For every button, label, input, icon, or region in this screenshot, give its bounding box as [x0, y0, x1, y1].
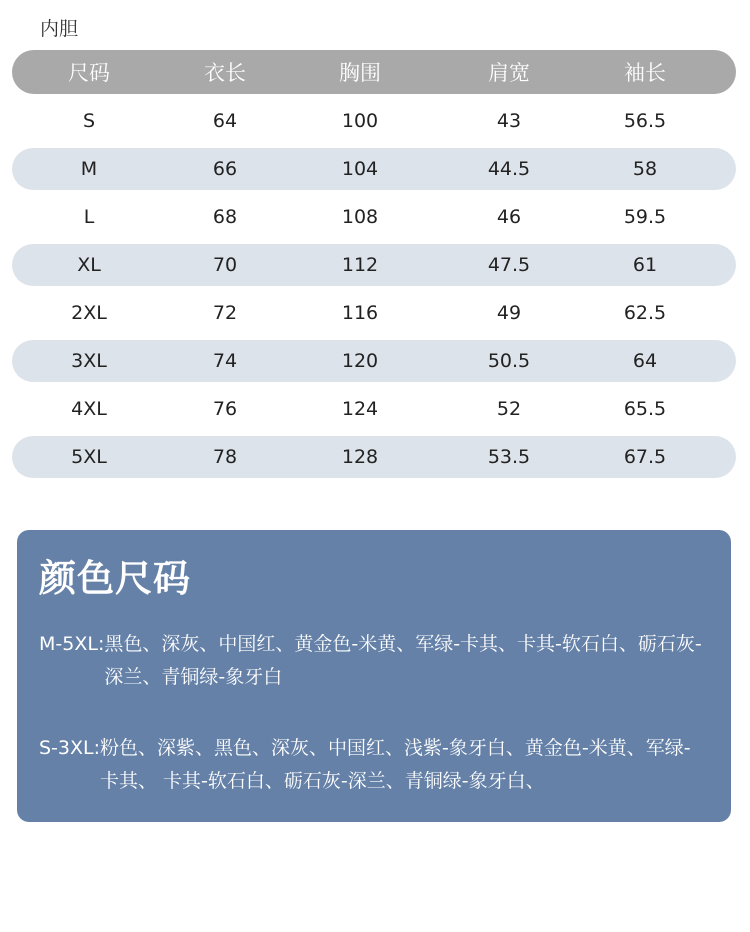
cell-chest: 104: [341, 158, 379, 180]
table-row: [12, 436, 736, 478]
cell-shoulder: 44.5: [487, 158, 531, 180]
header-length: 衣长: [204, 61, 246, 85]
cell-sleeve: 59.5: [623, 206, 667, 228]
cell-length: 66: [212, 158, 238, 180]
table-row: [12, 148, 736, 190]
cell-sleeve: 58: [632, 158, 658, 180]
table-row: [12, 196, 736, 238]
table-row: [12, 340, 736, 382]
cell-sleeve: 67.5: [623, 446, 667, 468]
cell-size: 5XL: [71, 446, 107, 468]
cell-size: L: [83, 206, 95, 228]
cell-sleeve: 64: [632, 350, 658, 372]
size-table: [12, 50, 736, 478]
cell-size: XL: [77, 254, 101, 276]
section-label: 内胆: [40, 18, 79, 40]
cell-length: 76: [212, 398, 238, 420]
table-row: [12, 388, 736, 430]
cell-chest: 100: [341, 110, 379, 132]
cell-shoulder: 43: [496, 110, 522, 132]
table-row: [12, 244, 736, 286]
cell-shoulder: 53.5: [487, 446, 531, 468]
cell-shoulder: 50.5: [487, 350, 531, 372]
panel-title: 颜色尺码: [39, 557, 191, 600]
cell-length: 70: [212, 254, 238, 276]
cell-length: 74: [212, 350, 238, 372]
header-size: 尺码: [68, 61, 110, 85]
cell-shoulder: 46: [496, 206, 522, 228]
cell-size: M: [80, 158, 98, 180]
cell-shoulder: 49: [496, 302, 522, 324]
cell-sleeve: 61: [632, 254, 658, 276]
cell-length: 72: [212, 302, 238, 324]
cell-length: 78: [212, 446, 238, 468]
cell-chest: 112: [341, 254, 379, 276]
cell-size: S: [82, 110, 96, 132]
cell-size: 2XL: [71, 302, 107, 324]
header-sleeve: 袖长: [624, 61, 666, 85]
cell-chest: 120: [341, 350, 379, 372]
cell-length: 64: [212, 110, 238, 132]
cell-shoulder: 47.5: [487, 254, 531, 276]
spec-color-list: 黑色、深灰、中国红、黄金色-米黄、军绿-卡其、卡其-软石白、砺石灰-深兰、青铜绿-象牙白: [104, 633, 702, 688]
spec-color-list: 粉色、深紫、黑色、深灰、中国红、浅紫-象牙白、黄金色-米黄、军绿-卡其、 卡其-软石白、砺石灰-深兰、青铜绿-象牙白、: [100, 737, 691, 792]
cell-chest: 128: [341, 446, 379, 468]
cell-length: 68: [212, 206, 238, 228]
cell-chest: 116: [341, 302, 379, 324]
cell-chest: 124: [341, 398, 379, 420]
header-chest: 胸围: [339, 61, 381, 85]
cell-sleeve: 65.5: [623, 398, 667, 420]
table-row: [12, 292, 736, 334]
header-shoulder: 肩宽: [488, 61, 530, 85]
table-header: [12, 50, 736, 94]
spec-m-5xl: [39, 628, 704, 694]
cell-size: 4XL: [71, 398, 107, 420]
spec-s-3xl: [39, 732, 700, 798]
cell-shoulder: 52: [496, 398, 522, 420]
spec-size-range: M-5XL:: [39, 633, 105, 655]
cell-sleeve: 56.5: [623, 110, 667, 132]
color-size-panel: [17, 530, 731, 822]
cell-sleeve: 62.5: [623, 302, 667, 324]
spec-size-range: S-3XL:: [39, 737, 101, 759]
cell-chest: 108: [341, 206, 379, 228]
table-row: [12, 100, 736, 142]
cell-size: 3XL: [71, 350, 107, 372]
